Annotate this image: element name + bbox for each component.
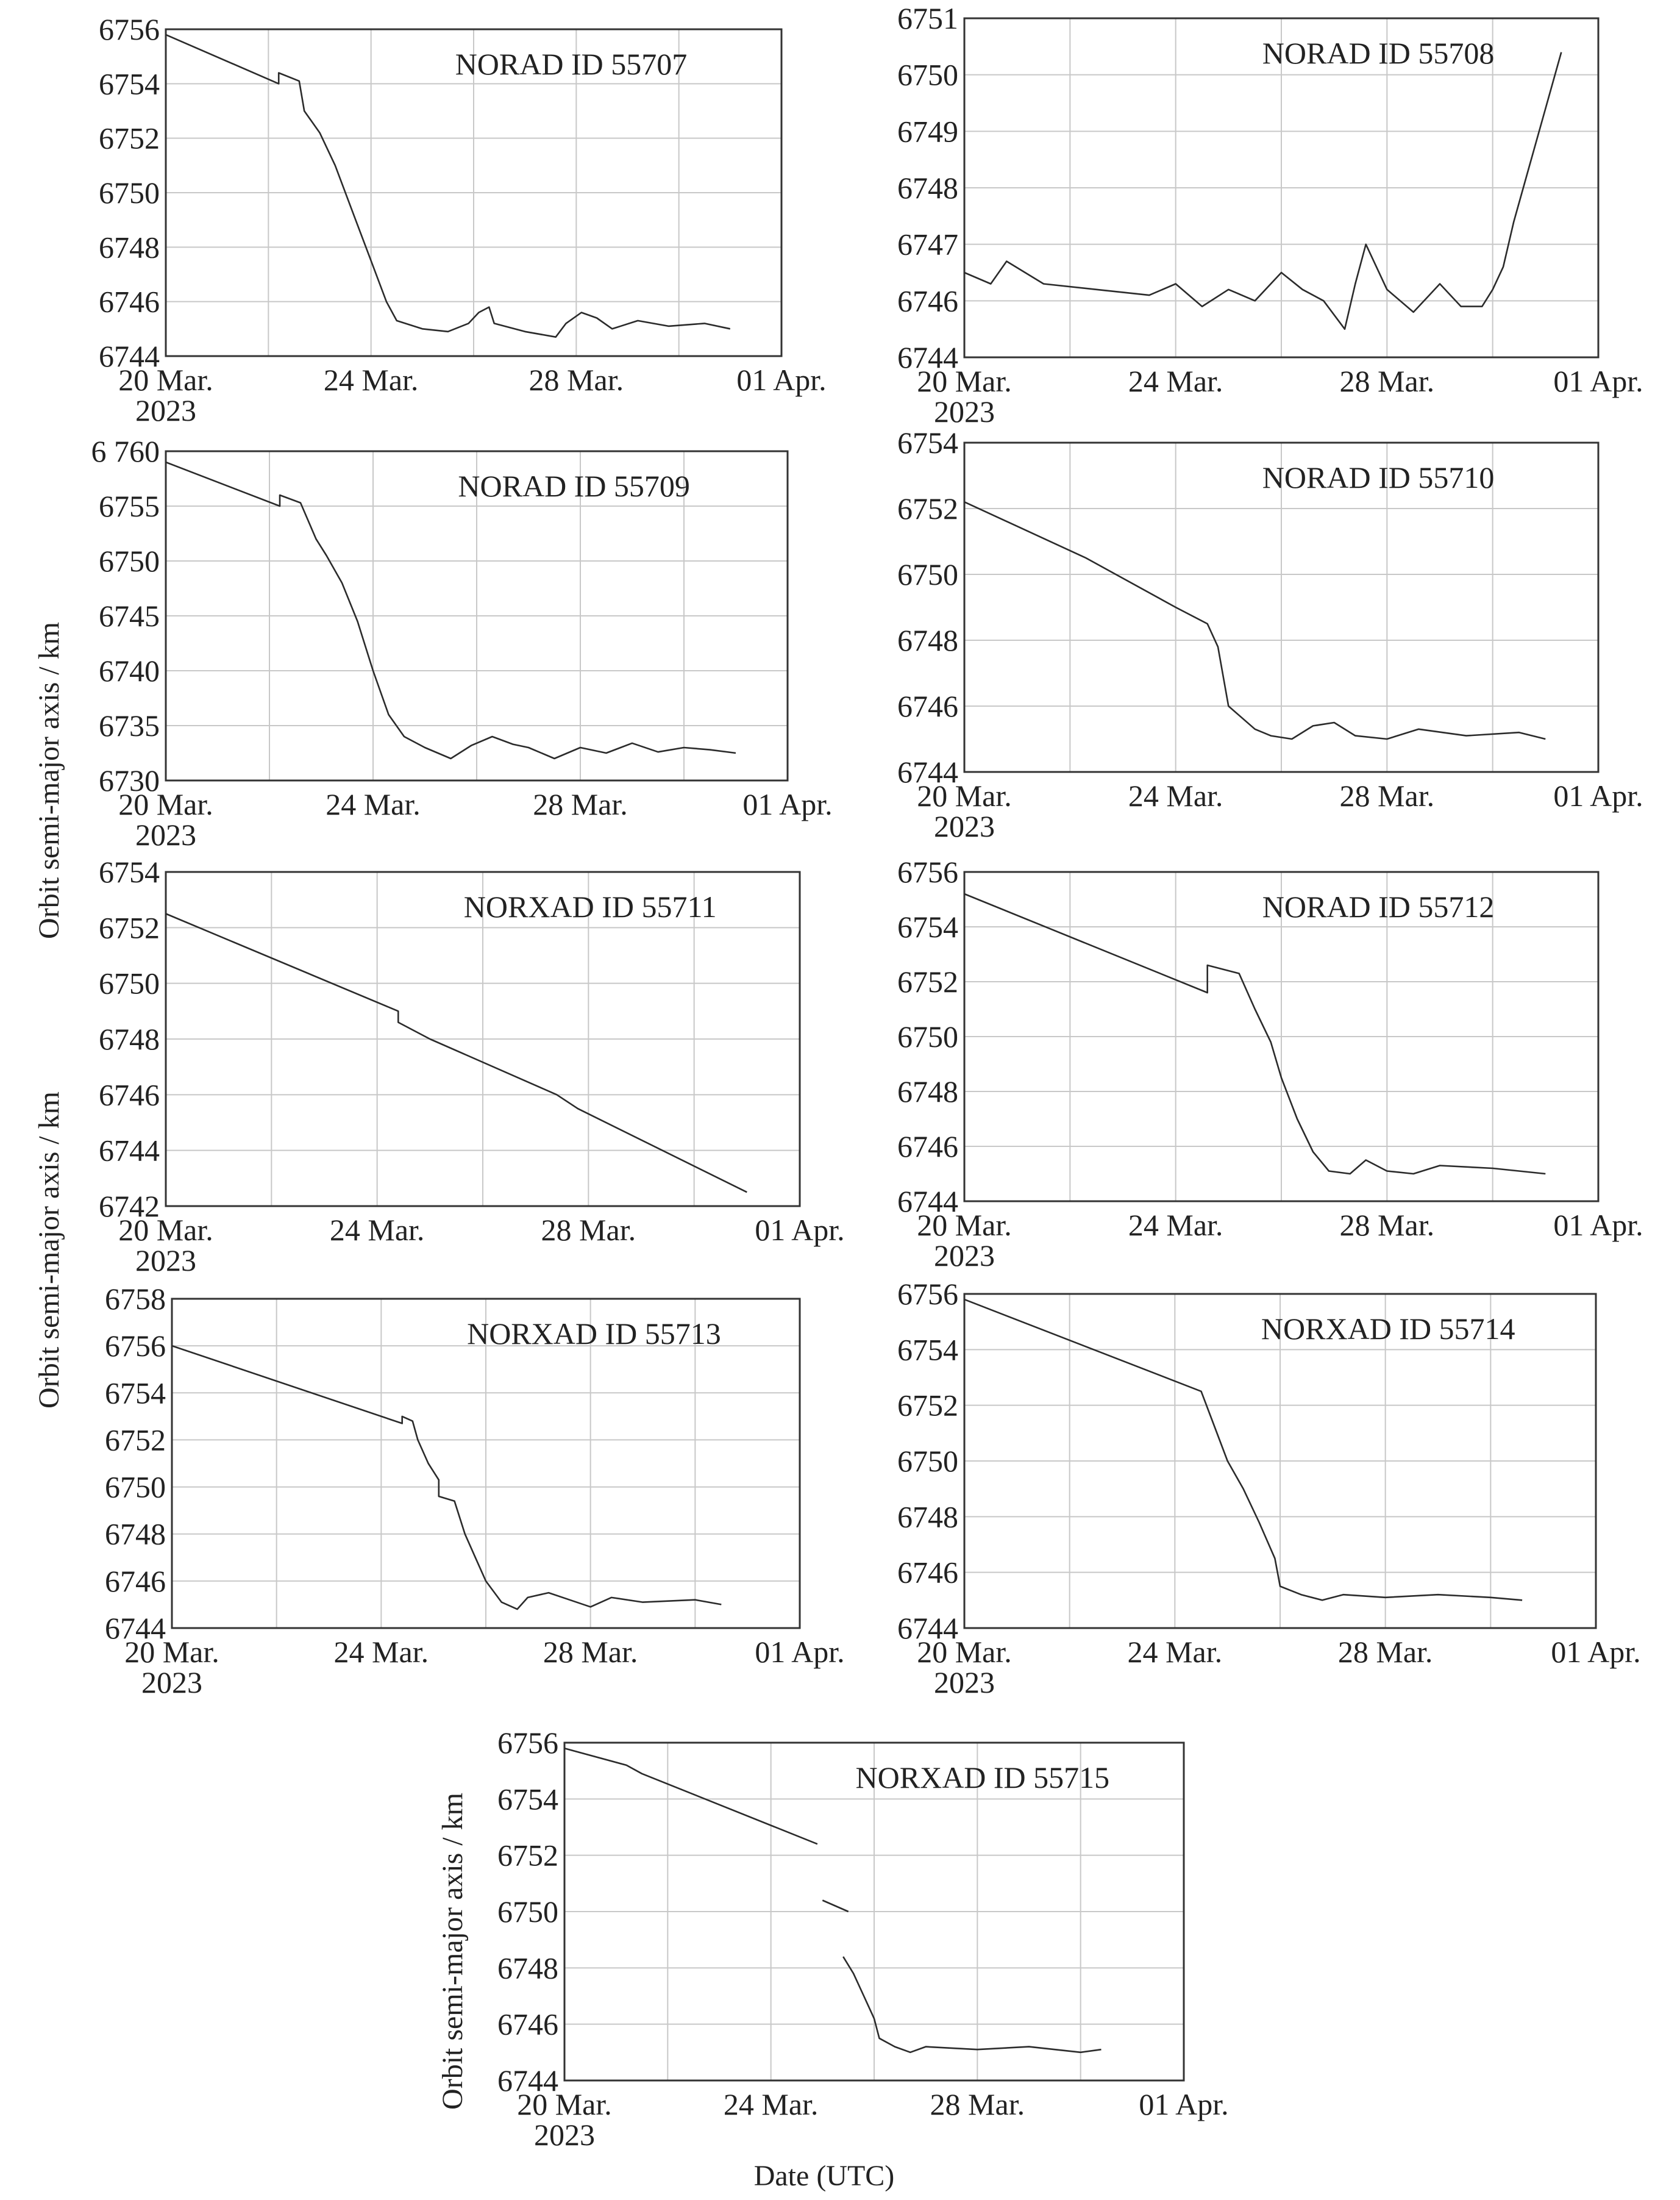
y-tick-label: 6746	[897, 1555, 958, 1590]
y-tick-label: 6747	[897, 227, 958, 262]
panel-title: NORXAD ID 55715	[855, 1760, 1110, 1795]
panel-9	[497, 1726, 1229, 2152]
panel-6	[897, 855, 1643, 1273]
y-tick-label: 6754	[897, 426, 958, 460]
x-tick-label: 01 Apr.	[755, 1635, 845, 1669]
x-tick-label: 20 Mar.	[917, 1635, 1012, 1669]
series-line-1	[964, 52, 1561, 329]
y-tick-label: 6748	[897, 1074, 958, 1109]
x-tick-label: 28 Mar.	[543, 1635, 638, 1669]
x-tick-label: 28 Mar.	[529, 363, 624, 397]
y-tick-label: 6754	[897, 910, 958, 944]
y-tick-label: 6746	[897, 1129, 958, 1163]
x-tick-label: 2023	[141, 1665, 202, 1699]
y-tick-label: 6752	[99, 910, 160, 945]
y-tick-label: 6748	[897, 1499, 958, 1534]
y-tick-label: 6752	[897, 1388, 958, 1423]
series-line-1	[964, 894, 1545, 1174]
y-tick-label: 6750	[497, 1895, 558, 1929]
y-tick-label: 6749	[897, 114, 958, 149]
y-tick-label: 6746	[99, 284, 160, 319]
y-tick-label: 6752	[897, 965, 958, 999]
x-tick-label: 24 Mar.	[326, 787, 421, 821]
panel-title: NORXAD ID 55713	[467, 1316, 721, 1351]
y-tick-label: 6744	[897, 1611, 958, 1645]
x-tick-label: 24 Mar.	[329, 1213, 425, 1247]
y-tick-label: 6744	[105, 1611, 166, 1645]
y-tick-label: 6754	[497, 1782, 558, 1816]
x-tick-label: 28 Mar.	[1337, 1635, 1433, 1669]
x-tick-label: 20 Mar.	[118, 1213, 213, 1247]
y-tick-label: 6751	[897, 1, 958, 35]
y-tick-label: 6756	[105, 1329, 166, 1363]
panel-4	[897, 426, 1643, 843]
y-tick-label: 6750	[897, 1020, 958, 1054]
x-tick-label: 24 Mar.	[333, 1635, 429, 1669]
x-tick-label: 20 Mar.	[124, 1635, 219, 1669]
y-tick-label: 6748	[897, 623, 958, 657]
x-tick-label: 28 Mar.	[533, 787, 628, 821]
x-tick-label: 20 Mar.	[118, 363, 213, 397]
x-tick-label: 28 Mar.	[1339, 779, 1435, 813]
x-tick-label: 01 Apr.	[1139, 2087, 1229, 2121]
y-tick-label: 6756	[99, 12, 160, 46]
xlabel: Date (UTC)	[753, 2160, 895, 2192]
y-tick-label: 6730	[99, 763, 160, 798]
x-tick-label: 20 Mar.	[517, 2087, 612, 2121]
x-tick-label: 01 Apr.	[755, 1213, 845, 1247]
x-tick-label: 2023	[135, 818, 196, 852]
y-tick-label: 6750	[99, 966, 160, 1001]
y-tick-label: 6746	[897, 284, 958, 318]
panel-5	[99, 855, 845, 1277]
x-tick-label: 01 Apr.	[1553, 779, 1643, 813]
series-line-1	[564, 1748, 817, 1844]
panels	[91, 1, 1643, 2152]
x-tick-label: 2023	[934, 1665, 995, 1699]
panel-title: NORXAD ID 55711	[463, 890, 717, 924]
ylabel-top: Orbit semi-major axis / km	[33, 622, 65, 939]
y-tick-label: 6750	[897, 57, 958, 92]
y-tick-label: 6748	[497, 1951, 558, 1985]
series-line-1	[964, 502, 1545, 739]
x-tick-label: 01 Apr.	[1551, 1635, 1641, 1669]
y-tick-label: 6754	[99, 855, 160, 889]
series-line-1	[172, 1346, 721, 1609]
x-tick-label: 2023	[534, 2118, 595, 2152]
y-tick-label: 6746	[99, 1077, 160, 1112]
x-tick-label: 24 Mar.	[323, 363, 419, 397]
x-tick-label: 01 Apr.	[736, 363, 827, 397]
y-tick-label: 6754	[99, 66, 160, 101]
y-tick-label: 6756	[897, 855, 958, 889]
panel-title: NORAD ID 55708	[1262, 36, 1495, 70]
x-tick-label: 2023	[934, 395, 995, 429]
x-tick-label: 01 Apr.	[1553, 364, 1643, 398]
y-tick-label: 6744	[897, 1184, 958, 1218]
y-tick-label: 6752	[105, 1423, 166, 1457]
y-tick-label: 6735	[99, 709, 160, 743]
x-tick-label: 20 Mar.	[917, 1208, 1012, 1242]
y-tick-label: 6740	[99, 654, 160, 688]
y-tick-label: 6756	[897, 1277, 958, 1311]
series-line-2	[822, 1901, 848, 1912]
x-tick-label: 24 Mar.	[723, 2087, 819, 2121]
panel-8	[897, 1277, 1641, 1699]
x-tick-label: 28 Mar.	[1339, 1208, 1435, 1242]
y-tick-label: 6750	[897, 1444, 958, 1478]
y-tick-label: 6754	[897, 1332, 958, 1367]
y-tick-label: 6748	[897, 171, 958, 205]
panel-7	[105, 1282, 845, 1699]
x-tick-label: 01 Apr.	[742, 787, 833, 821]
panel-title: NORAD ID 55707	[455, 47, 688, 81]
panel-3	[91, 434, 833, 852]
x-tick-label: 20 Mar.	[917, 364, 1012, 398]
panel-title: NORXAD ID 55714	[1261, 1312, 1515, 1346]
panel-title: NORAD ID 55712	[1262, 890, 1495, 924]
x-tick-label: 28 Mar.	[541, 1213, 636, 1247]
y-tick-label: 6752	[99, 121, 160, 155]
y-tick-label: 6748	[99, 230, 160, 265]
y-tick-label: 6745	[99, 599, 160, 633]
y-tick-label: 6746	[105, 1563, 166, 1598]
panel-title: NORAD ID 55709	[458, 469, 690, 503]
x-tick-label: 24 Mar.	[1127, 1635, 1223, 1669]
y-tick-label: 6744	[99, 339, 160, 373]
y-tick-label: 6748	[99, 1022, 160, 1056]
x-tick-label: 01 Apr.	[1553, 1208, 1643, 1242]
y-tick-label: 6752	[497, 1838, 558, 1873]
y-tick-label: 6750	[105, 1470, 166, 1504]
y-tick-label: 6744	[497, 2063, 558, 2098]
y-tick-label: 6755	[99, 489, 160, 523]
x-tick-label: 20 Mar.	[118, 787, 213, 821]
x-tick-label: 24 Mar.	[1128, 1208, 1223, 1242]
x-tick-label: 2023	[135, 1243, 196, 1277]
y-tick-label: 6742	[99, 1189, 160, 1223]
y-tick-label: 6746	[897, 689, 958, 723]
y-tick-label: 6750	[897, 557, 958, 591]
y-tick-label: 6758	[105, 1282, 166, 1316]
y-tick-label: 6 760	[91, 434, 160, 468]
y-tick-label: 6756	[497, 1726, 558, 1760]
panel-1	[99, 12, 827, 427]
x-tick-label: 28 Mar.	[1339, 364, 1435, 398]
y-tick-label: 6750	[99, 176, 160, 210]
panel-2	[897, 1, 1643, 429]
x-tick-label: 24 Mar.	[1128, 364, 1223, 398]
x-tick-label: 20 Mar.	[917, 779, 1012, 813]
x-tick-label: 28 Mar.	[930, 2087, 1025, 2121]
x-tick-label: 2023	[135, 393, 196, 427]
x-tick-label: 24 Mar.	[1128, 779, 1223, 813]
series-line-3	[843, 1957, 1101, 2052]
x-tick-label: 2023	[934, 1238, 995, 1273]
ylabel-last: Orbit semi-major axis / km	[436, 1793, 469, 2110]
y-tick-label: 6744	[897, 340, 958, 374]
y-tick-label: 6754	[105, 1376, 166, 1410]
panel-title: NORAD ID 55710	[1262, 460, 1495, 495]
y-tick-label: 6744	[99, 1133, 160, 1168]
y-tick-label: 6744	[897, 755, 958, 789]
y-tick-label: 6752	[897, 491, 958, 526]
y-tick-label: 6748	[105, 1516, 166, 1551]
ylabel-bottom: Orbit semi-major axis / km	[33, 1091, 65, 1409]
x-tick-label: 2023	[934, 809, 995, 843]
y-tick-label: 6750	[99, 544, 160, 578]
y-tick-label: 6746	[497, 2007, 558, 2041]
